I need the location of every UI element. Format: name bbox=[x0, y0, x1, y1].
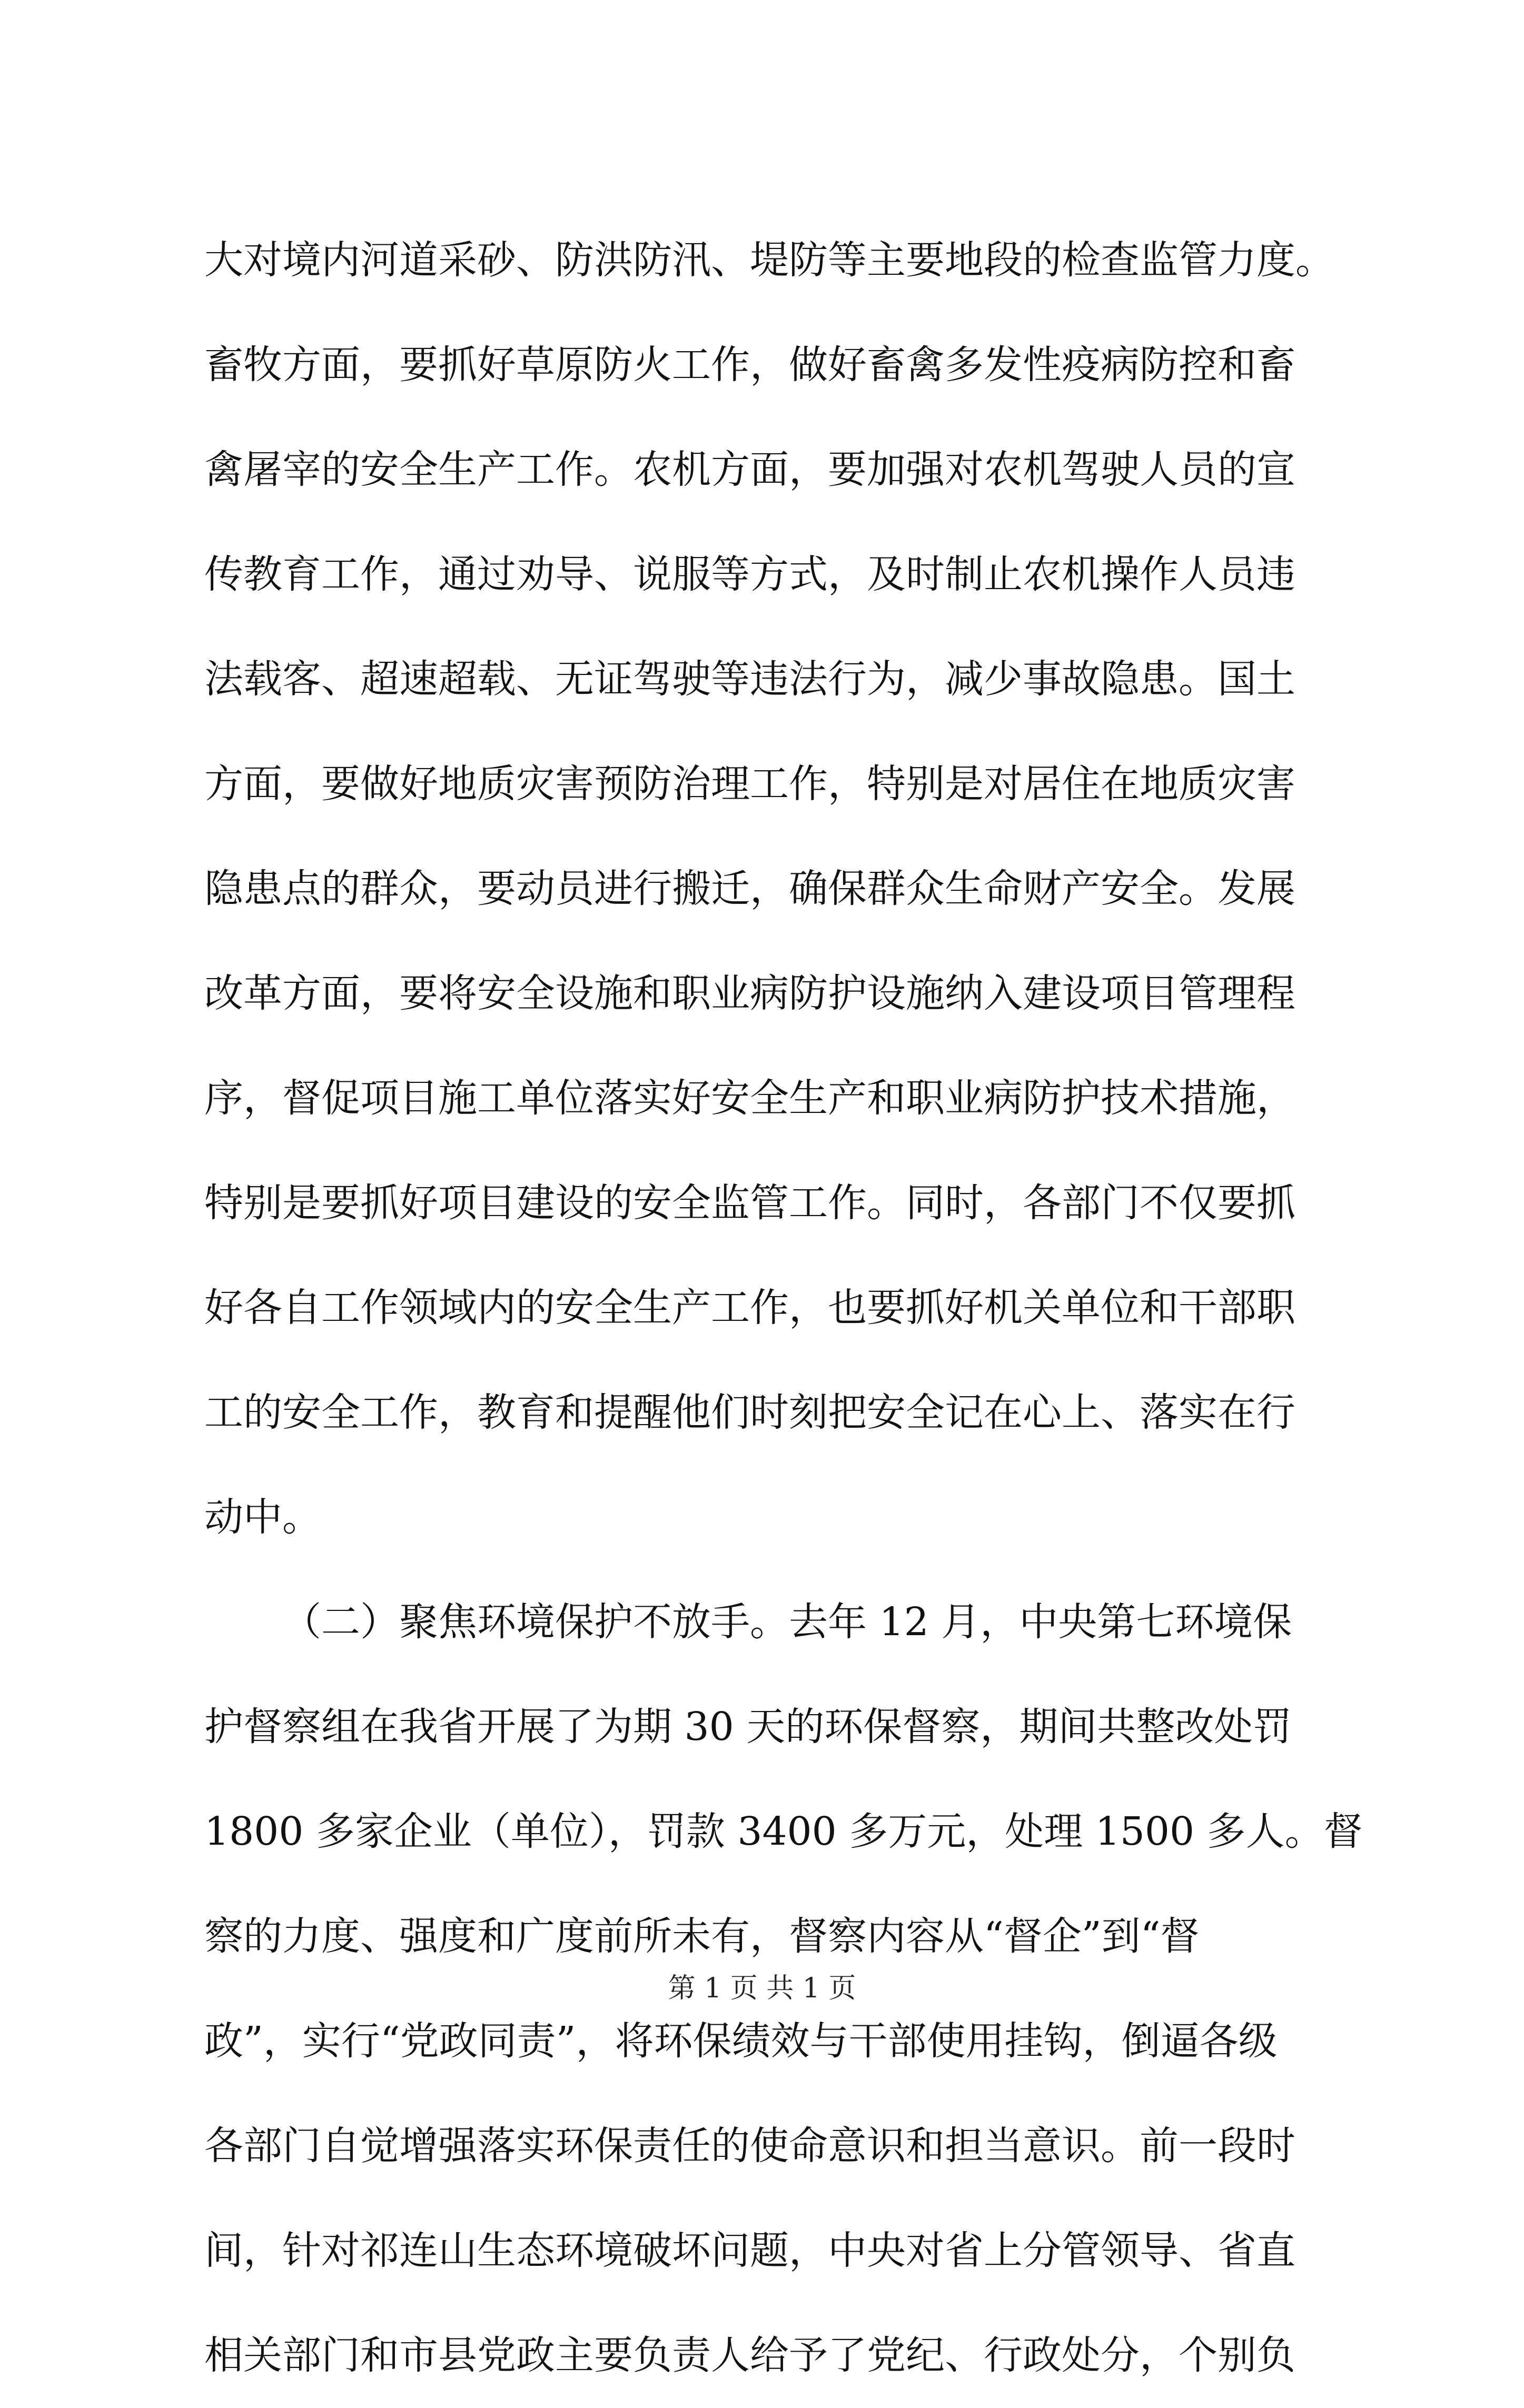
text-line: 察的力度、强度和广度前所未有，督察内容从“督企”到“督 bbox=[204, 1914, 1200, 1959]
text-line: 相关部门和市县党政主要负责人给予了党纪、行政处分，个别负 bbox=[204, 2333, 1295, 2378]
page-footer: 第 1 页 共 1 页 bbox=[668, 1973, 856, 2004]
text-line: 隐患点的群众，要动员进行搬迁，确保群众生命财产安全。发展 bbox=[204, 866, 1295, 911]
text-line: 改革方面，要将安全设施和职业病防护设施纳入建设项目管理程 bbox=[204, 971, 1295, 1016]
text-line: 大对境内河道采砂、防洪防汛、堤防等主要地段的检查监管力度。 bbox=[204, 237, 1334, 283]
text-line: 各部门自觉增强落实环保责任的使命意识和担当意识。前一段时 bbox=[204, 2123, 1295, 2168]
text-line: 方面，要做好地质灾害预防治理工作，特别是对居住在地质灾害 bbox=[204, 761, 1295, 807]
text-line: 禽屠宰的安全生产工作。农机方面，要加强对农机驾驶人员的宣 bbox=[204, 447, 1295, 492]
section-heading-line: （二）聚焦环境保护不放手。去年 12 月，中央第七环境保 bbox=[282, 1599, 1292, 1645]
text-line: 间，针对祁连山生态环境破坏问题，中央对省上分管领导、省直 bbox=[204, 2228, 1295, 2273]
document-body bbox=[204, 208, 1363, 2408]
text-line: 政”，实行“党政同责”，将环保绩效与干部使用挂钩，倒逼各级 bbox=[204, 2018, 1278, 2064]
text-line: 特别是要抓好项目建设的安全监管工作。同时，各部门不仅要抓 bbox=[204, 1180, 1295, 1226]
text-line: 1800 多家企业（单位），罚款 3400 多万元，处理 1500 多人。督 bbox=[204, 1809, 1363, 1854]
text-line: 法载客、超速超载、无证驾驶等违法行为，减少事故隐患。国土 bbox=[204, 656, 1295, 702]
text-line: 动中。 bbox=[204, 1495, 321, 1540]
text-line: 护督察组在我省开展了为期 30 天的环保督察，期间共整改处罚 bbox=[204, 1704, 1292, 1749]
text-line: 工的安全工作，教育和提醒他们时刻把安全记在心上、落实在行 bbox=[204, 1390, 1295, 1435]
text-line: 好各自工作领域内的安全生产工作，也要抓好机关单位和干部职 bbox=[204, 1285, 1295, 1330]
text-line: 序，督促项目施工单位落实好安全生产和职业病防护技术措施， bbox=[204, 1076, 1295, 1121]
text-line: 传教育工作，通过劝导、说服等方式，及时制止农机操作人员违 bbox=[204, 552, 1295, 597]
text-line: 畜牧方面，要抓好草原防火工作，做好畜禽多发性疫病防控和畜 bbox=[204, 342, 1295, 387]
